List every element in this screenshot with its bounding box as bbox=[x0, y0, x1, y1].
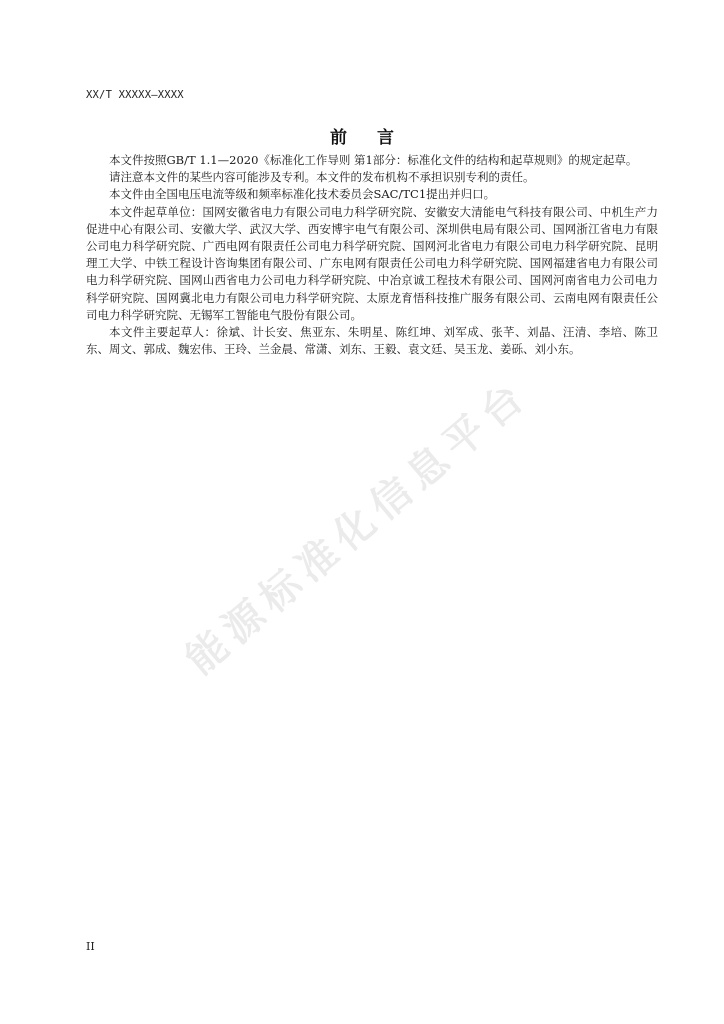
paragraph-drafting-organizations: 本文件起草单位：国网安徽省电力有限公司电力科学研究院、安徽安大清能电气科技有限公司、中机生产力促进中心有限公司、安徽大学、武汉大学、西安博宇电气有限公司、深圳供电局有限公司、国网浙江省电力有限公司电力科学研究院、广西电网有限责任公司电力科学研究院、国网河北省电力有限公司电力科学研究院、昆明理工大学、中铁工程设计咨询集团有限公司、广东电网有限责任公司电力科学研究院、国网福建省电力有限公司电力科学研究院、国网山西省电力公司电力科学研究院、中冶京诚工程技术有限公司、国网河南省电力公司电力科学研究院、国网冀北电力有限公司电力科学研究院、太原龙育悟科技推广服务有限公司、云南电网有限责任公司电力科学研究院、无锡军工智能电气股份有限公司。 bbox=[86, 204, 658, 322]
paragraph-proposer: 本文件由全国电压电流等级和频率标准化技术委员会SAC/TC1提出并归口。 bbox=[109, 187, 496, 202]
document-code-header: XX/T XXXXX—XXXX bbox=[86, 89, 184, 101]
page-title: 前言 bbox=[330, 128, 424, 148]
paragraph-drafters: 本文件主要起草人：徐斌、计长安、焦亚东、朱明星、陈红坤、刘军成、张芊、刘晶、汪清、李培、陈卫东、周文、郭成、魏宏伟、王玲、兰金晨、常潇、刘东、王毅、袁文廷、吴玉龙、姜砾、刘小东。 bbox=[86, 325, 658, 357]
page-number: II bbox=[86, 940, 95, 953]
paragraph-standard-basis: 本文件按照GB/T 1.1—2020《标准化工作导则 第1部分：标准化文件的结构和起草规则》的规定起草。 bbox=[109, 153, 638, 167]
paragraph-patent-notice: 请注意本文件的某些内容可能涉及专利。本文件的发布机构不承担识别专利的责任。 bbox=[109, 170, 535, 185]
foreword-body bbox=[86, 152, 658, 358]
watermark: 能源标准化信息平台 bbox=[177, 370, 538, 684]
